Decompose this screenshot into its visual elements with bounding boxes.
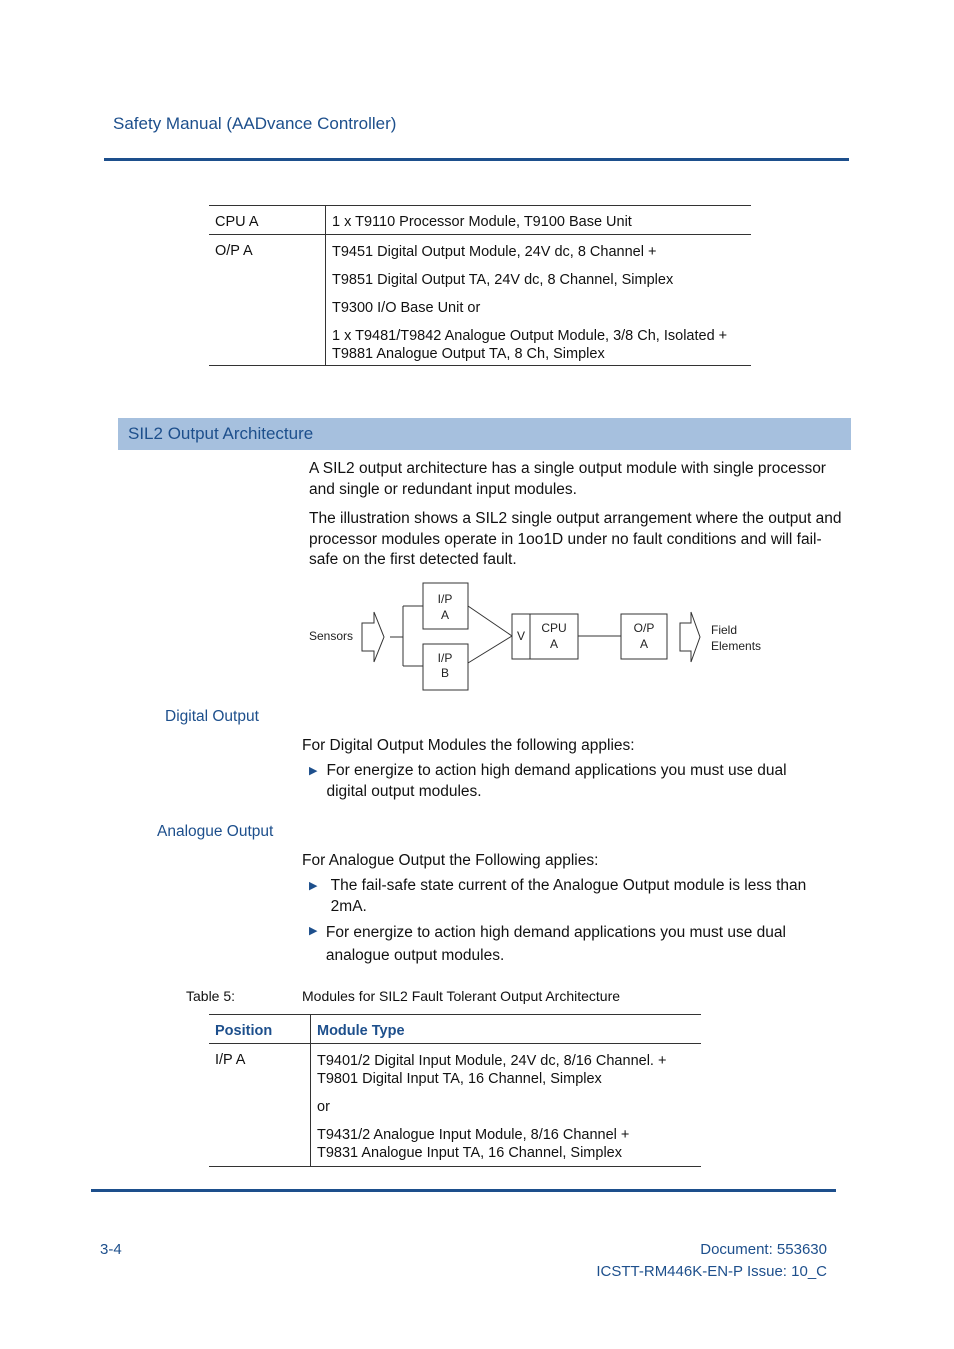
bullet-text: For energize to action high demand applications you must use dual analogue output modules. bbox=[325, 924, 786, 964]
module-cell bbox=[326, 235, 752, 366]
module-line: T9431/2 Analogue Input Module, 8/16 Channel + bbox=[317, 1127, 630, 1143]
module-line: T9831 Analogue Input TA, 16 Channel, Simplex bbox=[317, 1145, 622, 1161]
modules-table-5 bbox=[209, 1014, 701, 1167]
position-cell: O/P A bbox=[209, 235, 326, 366]
position-cell: I/P A bbox=[209, 1044, 311, 1167]
table-row bbox=[209, 235, 751, 366]
footer-rule bbox=[91, 1189, 836, 1192]
document-number: Document: 553630 bbox=[700, 1241, 827, 1258]
bullet-arrow-icon: ▶ bbox=[309, 925, 318, 937]
bullet-arrow-icon: ▶ bbox=[309, 765, 318, 777]
module-line: T9300 I/O Base Unit or bbox=[332, 300, 481, 316]
section-title: SIL2 Output Architecture bbox=[128, 424, 314, 443]
module-line: 1 x T9481/T9842 Analogue Output Module, 3/8 Ch, Isolated + bbox=[332, 328, 728, 344]
sensors-arrow-icon bbox=[362, 612, 384, 662]
table-header-row bbox=[209, 1015, 701, 1044]
diagram-op-line1: O/P bbox=[633, 621, 655, 635]
diagram-ip-a-line1: I/P bbox=[437, 592, 453, 606]
bullet-arrow-icon: ▶ bbox=[309, 880, 318, 892]
module-line: or bbox=[317, 1099, 330, 1115]
list-item bbox=[309, 876, 839, 917]
diagram-field-line1: Field bbox=[711, 623, 738, 637]
analogue-output-heading: Analogue Output bbox=[157, 823, 274, 840]
table-row bbox=[209, 206, 751, 235]
diagram-cpu-line2: A bbox=[549, 637, 559, 651]
modules-table-top bbox=[209, 205, 751, 366]
diagram-cpu-line1: CPU bbox=[541, 621, 567, 635]
diagram-op-line2: A bbox=[639, 637, 649, 651]
bullet-text: The fail-safe state current of the Analogue Output module is less than 2mA. bbox=[330, 877, 807, 915]
table-caption-title: Modules for SIL2 Fault Tolerant Output Architecture bbox=[302, 988, 621, 1004]
page-number: 3-4 bbox=[100, 1241, 122, 1258]
module-line: T9851 Digital Output TA, 24V dc, 8 Channel, Simplex bbox=[332, 272, 674, 288]
list-item bbox=[309, 921, 819, 967]
table-caption-label: Table 5: bbox=[186, 988, 236, 1004]
list-item bbox=[309, 761, 819, 802]
digital-output-heading: Digital Output bbox=[165, 708, 259, 725]
table-row bbox=[209, 1044, 701, 1167]
document-issue: ICSTT-RM446K-EN-P Issue: 10_C bbox=[596, 1263, 827, 1280]
field-arrow-icon bbox=[680, 612, 700, 662]
module-line: T9401/2 Digital Input Module, 24V dc, 8/16 Channel. + bbox=[317, 1053, 667, 1069]
module-line: T9451 Digital Output Module, 24V dc, 8 Channel + bbox=[332, 244, 657, 260]
module-cell: 1 x T9110 Processor Module, T9100 Base Unit bbox=[326, 206, 752, 235]
header-rule bbox=[104, 158, 849, 161]
module-cell bbox=[311, 1044, 702, 1167]
diagram-voter-label: V bbox=[516, 629, 526, 643]
module-line: T9881 Analogue Output TA, 8 Ch, Simplex bbox=[332, 346, 605, 362]
bullet-text: For energize to action high demand applications you must use dual digital output modules. bbox=[326, 762, 787, 800]
column-header-position: Position bbox=[209, 1015, 311, 1044]
diagram-ip-b-line2: B bbox=[440, 666, 450, 680]
section-paragraph-1: A SIL2 output architecture has a single output module with single processor and single or redundant input modules. bbox=[309, 460, 826, 498]
diagram-ip-a-line2: A bbox=[440, 608, 450, 622]
section-paragraph-2: The illustration shows a SIL2 single output arrangement where the output and processor modules operate in 1oo1D under no fault conditions and will fail-safe on the first detected fault. bbox=[309, 510, 842, 568]
ip-a-module bbox=[423, 583, 468, 629]
document-header-title: Safety Manual (AADvance Controller) bbox=[113, 114, 397, 133]
column-header-module-type: Module Type bbox=[311, 1015, 702, 1044]
position-cell: CPU A bbox=[209, 206, 326, 235]
analogue-output-intro: For Analogue Output the Following applies: bbox=[302, 852, 599, 869]
diagram-field-line2: Elements bbox=[711, 639, 762, 653]
diagram-sensors-label: Sensors bbox=[309, 629, 354, 643]
module-line: T9801 Digital Input TA, 16 Channel, Simplex bbox=[317, 1071, 602, 1087]
digital-output-intro: For Digital Output Modules the following applies: bbox=[302, 737, 635, 754]
sil2-architecture-diagram bbox=[300, 578, 780, 698]
diagram-ip-b-line1: I/P bbox=[437, 651, 453, 665]
